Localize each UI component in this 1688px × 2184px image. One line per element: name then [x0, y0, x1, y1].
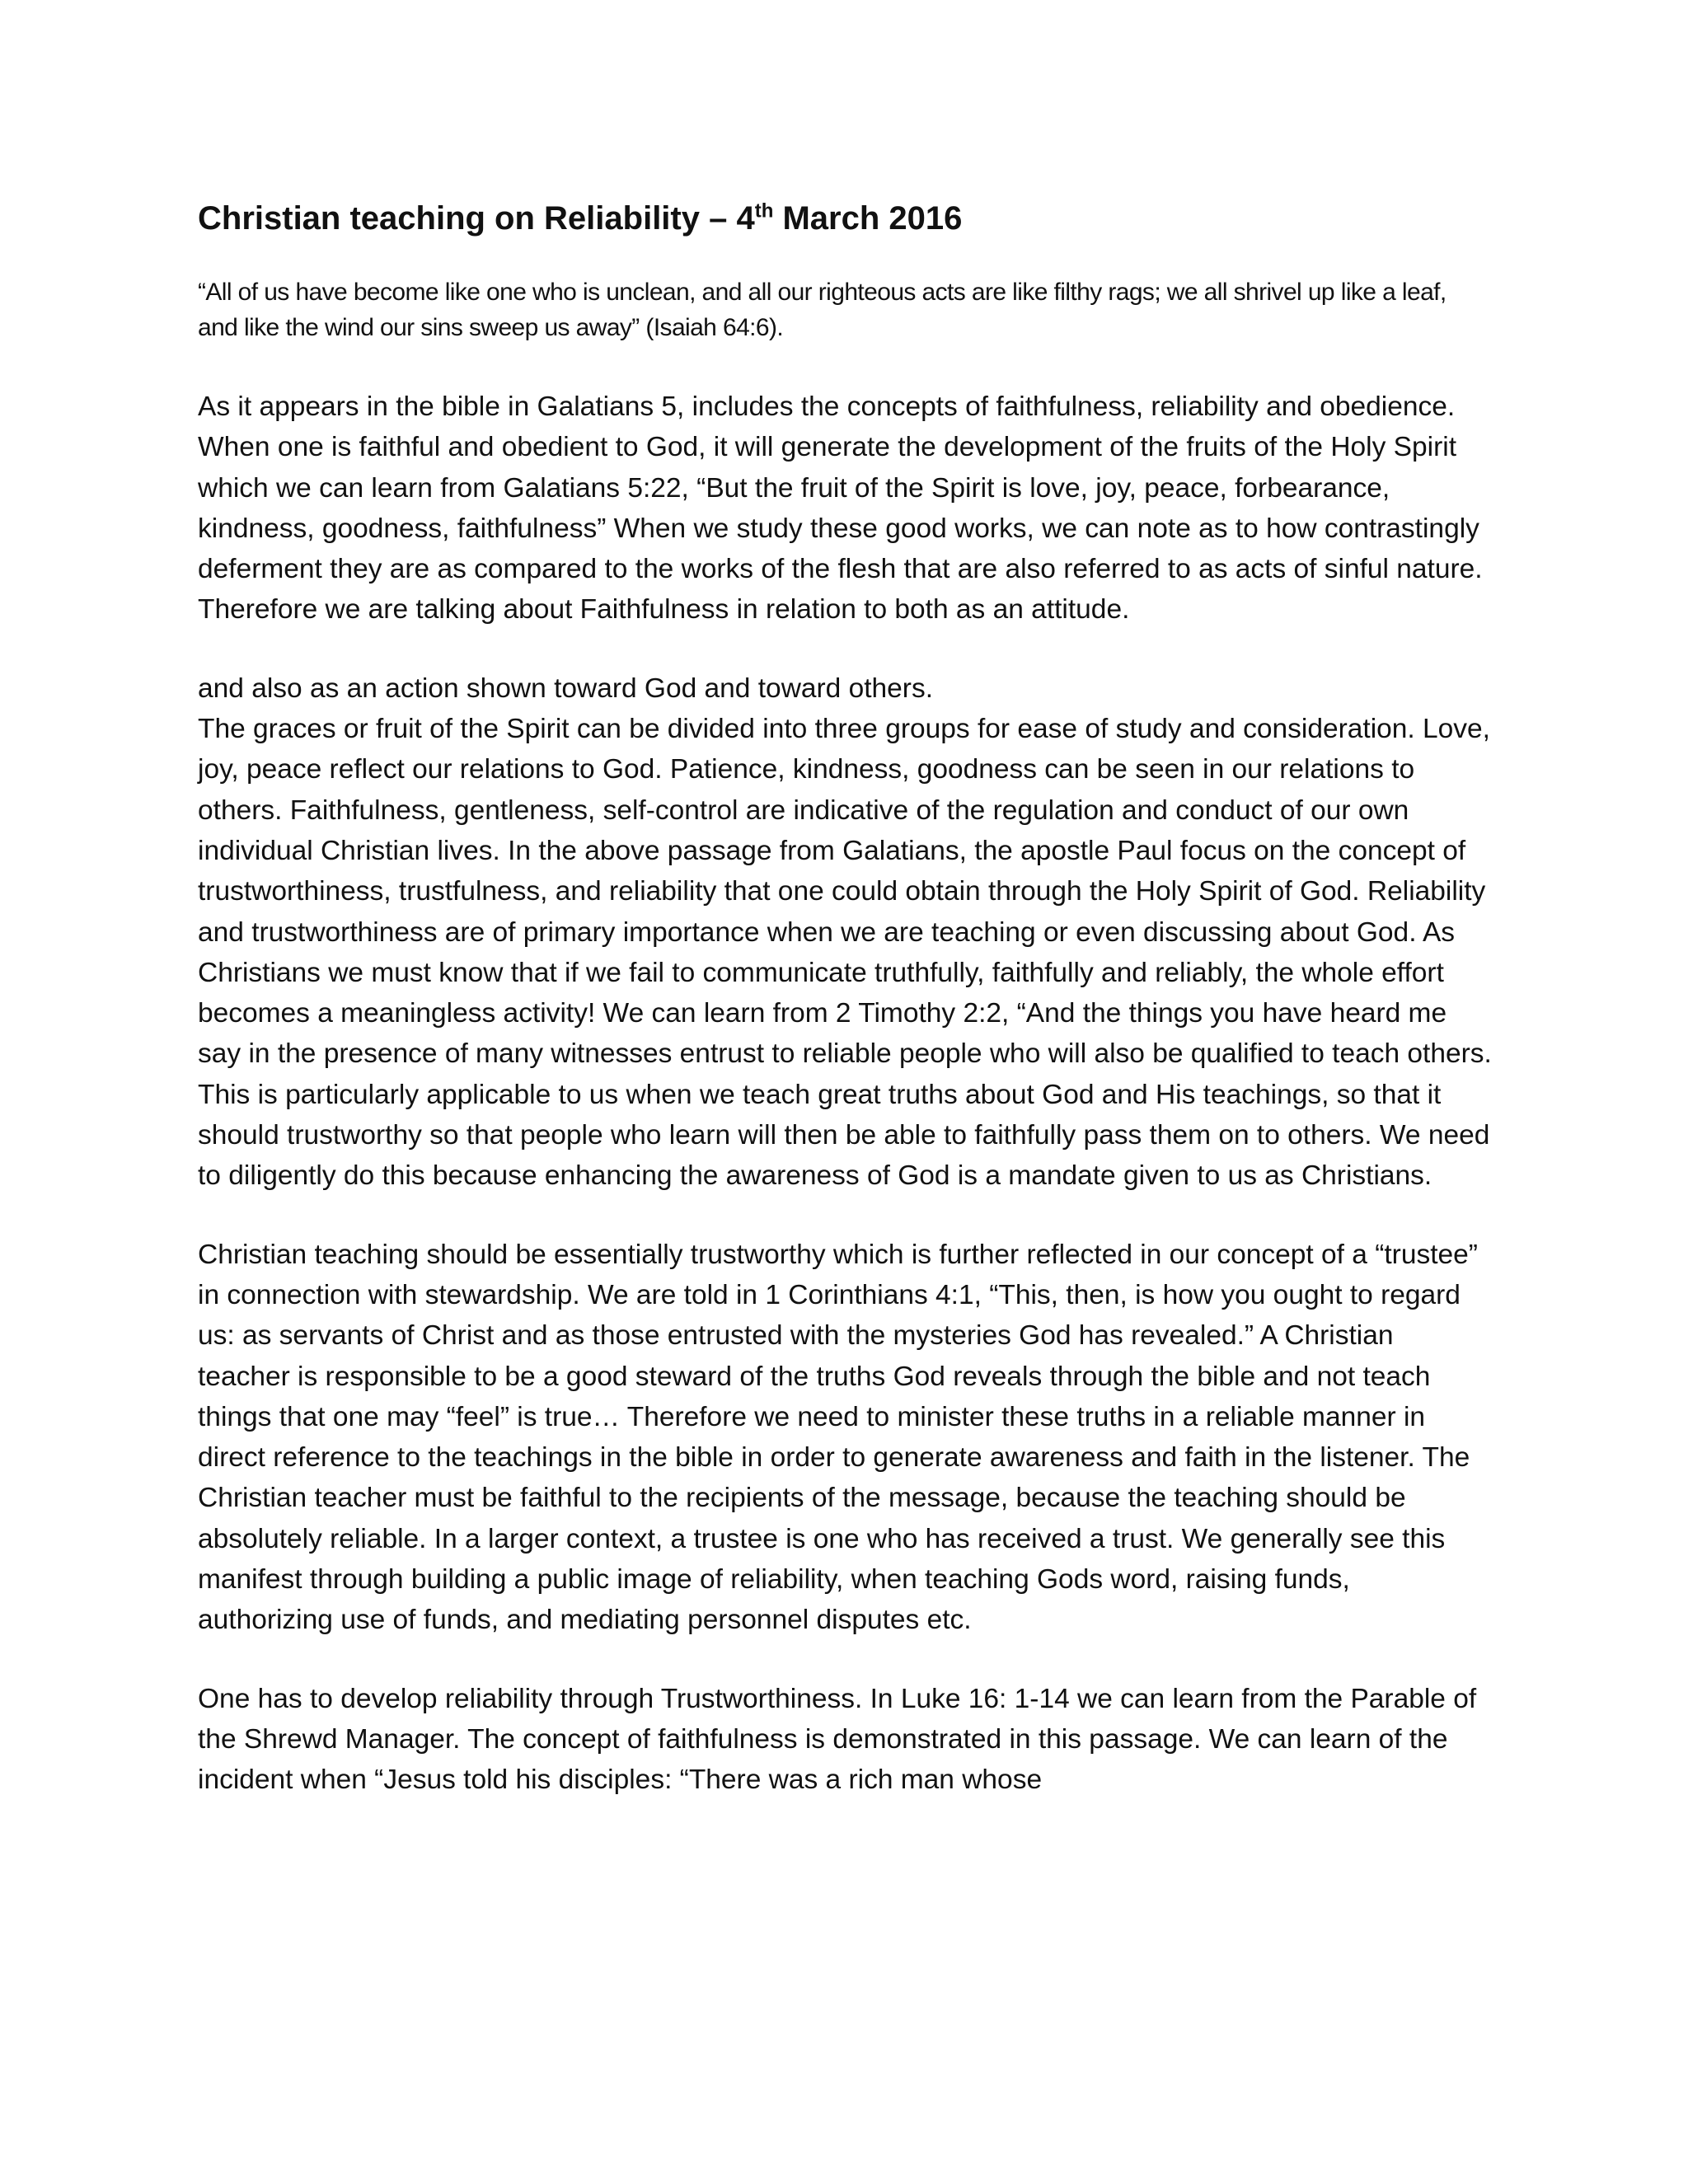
paragraph-galatians: As it appears in the bible in Galatians 5, includes the concepts of faithfulness, reliability and obedience. When one is faithful and obedient to God, it will generate the development of the fruits of the Holy Spirit which we can learn from Galatians 5:22, “But the fruit of the Spirit is love, joy, peace, forbearance, kindness, goodness, faithfulness” When we study these good works, we can note as to how contrastingly deferment they are as compared to the works of the flesh that are also referred to as acts of sinful nature. Therefore we are talking about Faithfulness in relation to both as an attitude. [198, 391, 1483, 626]
title-date-text: March 2016 [773, 200, 963, 237]
paragraph-trustee: Christian teaching should be essentially trustworthy which is further reflected in our concept of a “trustee” in connection with stewardship. We are told in 1 Corinthians 4:1, “This, then, is how you ought to regard us: as servants of Christ and as those entrusted with the mysteries God has revealed.” A Christian teacher is responsible to be a good steward of the truths God reveals through the bible and not teach things that one may “feel” is true… Therefore we need to minister these truths in a reliable manner in direct reference to the teachings in the bible in order to generate awareness and faith in the listener. The Christian teacher must be faithful to the recipients of the message, because the teaching should be absolutely reliable. In a larger context, a trustee is one who has received a trust. We generally see this manifest through building a public image of reliability, when teaching Gods word, raising funds, authorizing use of funds, and mediating personnel disputes etc. [198, 1239, 1478, 1636]
document-title [198, 194, 1492, 243]
paragraph-fruit-of-spirit: The graces or fruit of the Spirit can be divided into three groups for ease of study and consideration. Love, joy, peace reflect our relations to God. Patience, kindness, goodness can be seen in our relations to others. Faithfulness, gentleness, self-control are indicative of the regulation and conduct of our own individual Christian lives. In the above passage from Galatians, the apostle Paul focus on the concept of trustworthiness, trustfulness, and reliability that one could obtain through the Holy Spirit of God. Reliability and trustworthiness are of primary importance when we are teaching or even discussing about God. As Christians we must know that if we fail to communicate truthfully, faithfully and reliably, the whole effort becomes a meaningless activity! We can learn from 2 Timothy 2:2, “And the things you have heard me say in the presence of many witnesses entrust to reliable people who will also be qualified to teach others. This is particularly applicable to us when we teach great truths about God and His teachings, so that it should trustworthy so that people who learn will then be able to faithfully pass them on to others. We need to diligently do this because enhancing the awareness of God is a mandate given to us as Christians. [198, 714, 1492, 1192]
paragraph-action-toward-god: and also as an action shown toward God and toward others. [198, 673, 934, 704]
paragraph-shrewd-manager: One has to develop reliability through Trustworthiness. In Luke 16: 1-14 we can learn from the Parable of the Shrewd Manager. The concept of faithfulness is demonstrated in this passage. We can learn of the incident when “Jesus told his disciples: “There was a rich man whose [198, 1683, 1477, 1796]
title-dash-text: – 4 [699, 200, 755, 237]
title-bold-text: Christian teaching on Reliability [198, 200, 700, 237]
title-ordinal-suffix: th [754, 199, 774, 223]
opening-quote: “All of us have become like one who is unclean, and all our righteous acts are like filthy rags; we all shrivel up like a leaf, and like the wind our sins sweep us away” (Isaiah 64:6). [198, 279, 1447, 341]
document-body [198, 194, 1492, 1839]
